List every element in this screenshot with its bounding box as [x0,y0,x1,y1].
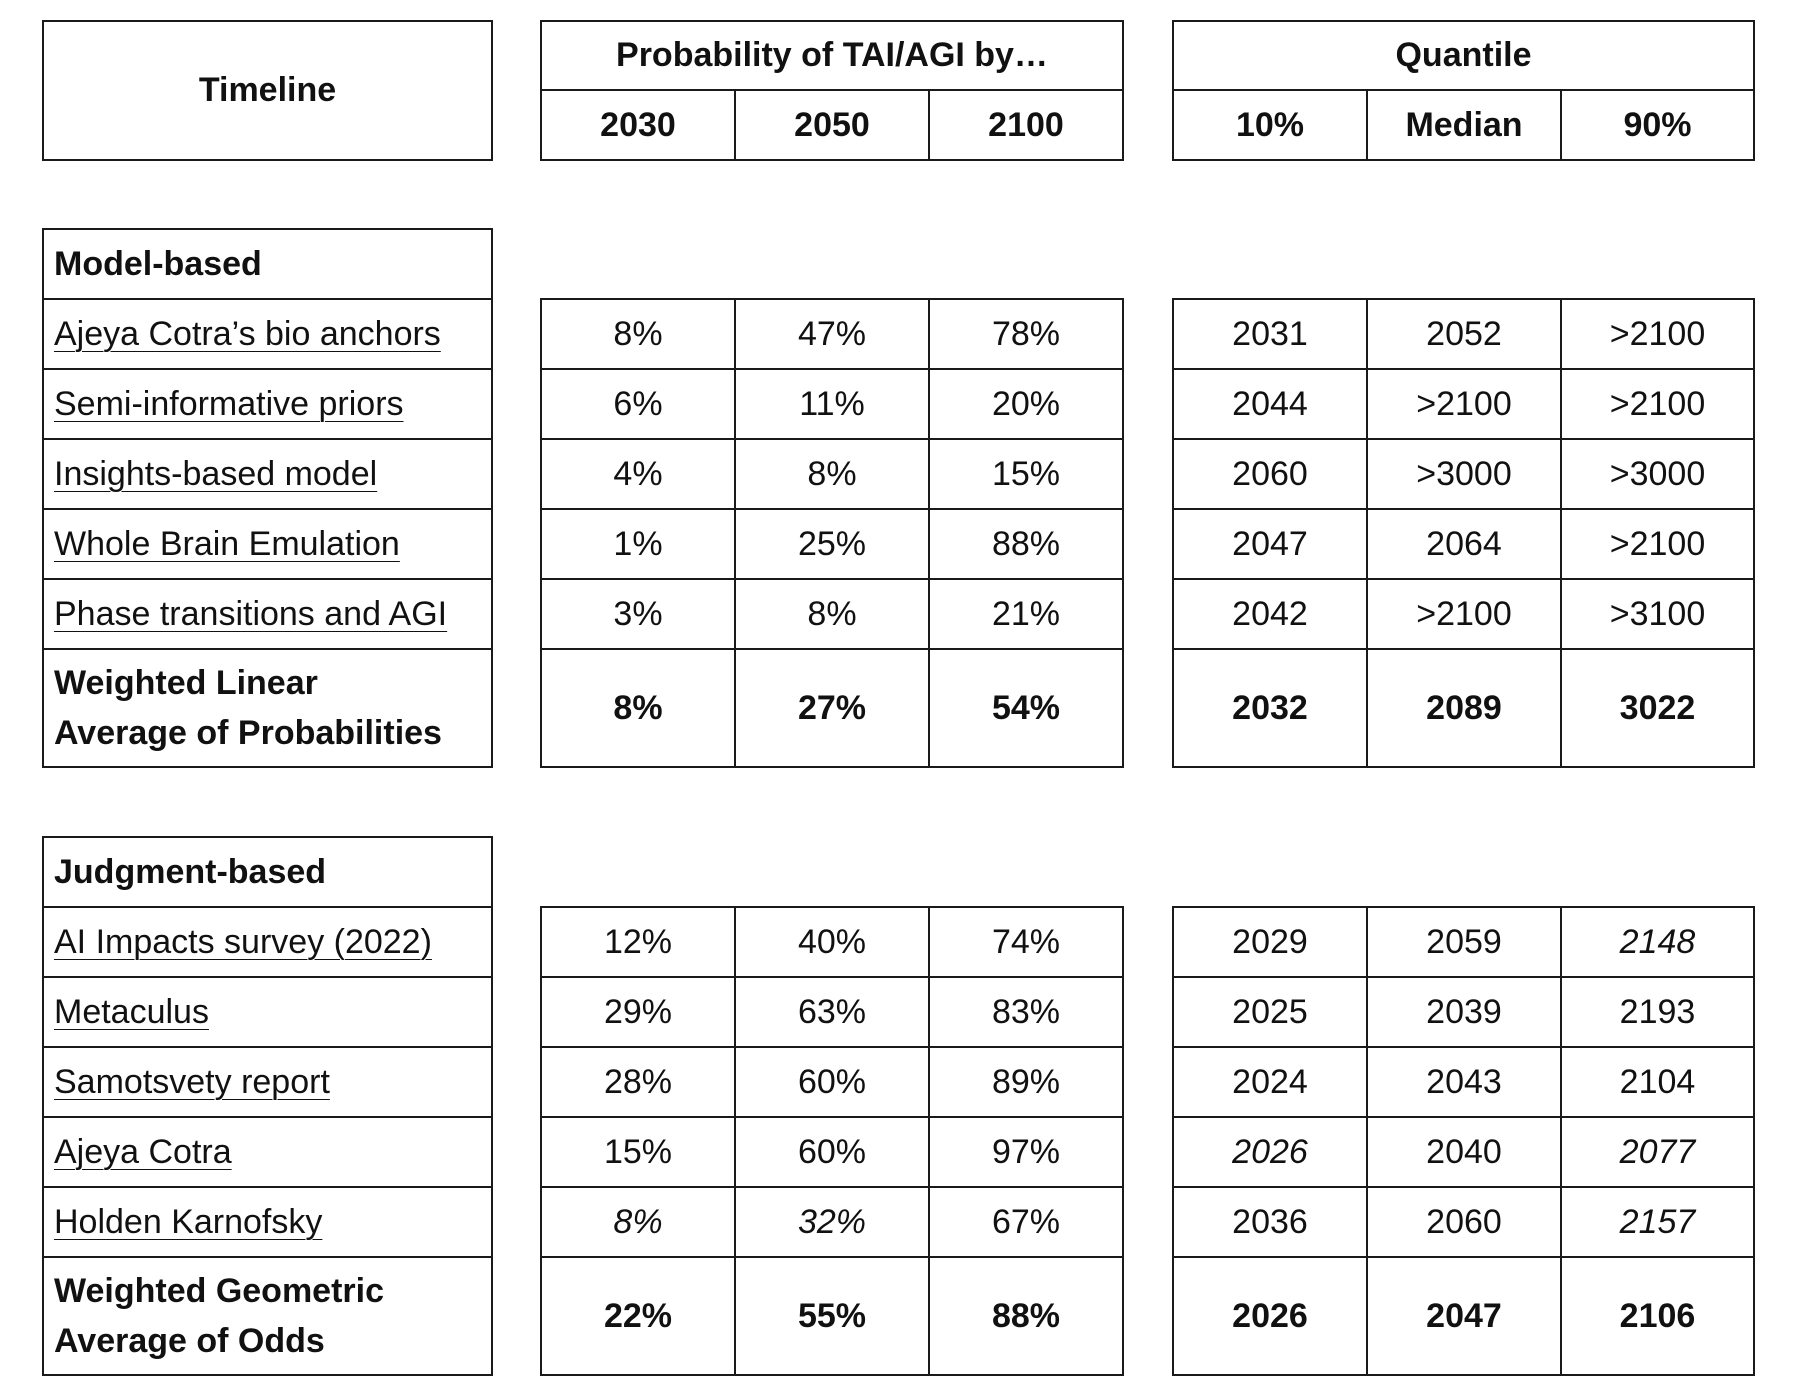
quantile-cell: >2100 [1366,578,1562,650]
quantile-cell: 2060 [1172,438,1368,510]
summary-quantile-cell: 2047 [1366,1256,1562,1376]
row-link[interactable]: Samotsvety report [54,1062,330,1101]
prob-cell: 28% [540,1046,736,1118]
row-link[interactable]: Insights-based model [54,454,378,493]
prob-cell: 89% [928,1046,1124,1118]
row-link[interactable]: Ajeya Cotra’s bio anchors [54,314,441,353]
quantile-cell: 2148 [1560,906,1755,978]
quantile-cell: 2043 [1366,1046,1562,1118]
summary-label-line1: Weighted Linear [54,664,318,702]
prob-cell: 15% [928,438,1124,510]
quantile-cell: >2100 [1366,368,1562,440]
quantile-median-header: Median [1366,89,1562,161]
prob-cell: 15% [540,1116,736,1188]
prob-cell: 3% [540,578,736,650]
summary-prob-cell: 88% [928,1256,1124,1376]
prob-cell: 47% [734,298,930,370]
summary-label-line2: Average of Probabilities [54,714,442,752]
table-row-label [42,1046,493,1118]
prob-cell: 8% [734,438,930,510]
quantile-cell: 2039 [1366,976,1562,1048]
table-row-label [42,1116,493,1188]
timeline-header: Timeline [42,20,493,161]
quantile-cell: 2044 [1172,368,1368,440]
quantile-cell: 2193 [1560,976,1755,1048]
table-row-label [42,578,493,650]
prob-cell: 83% [928,976,1124,1048]
prob-cell: 8% [540,1186,736,1258]
summary-prob-cell: 54% [928,648,1124,768]
prob-cell: 88% [928,508,1124,580]
summary-quantile-cell: 2106 [1560,1256,1755,1376]
prob-cell: 40% [734,906,930,978]
quantile-cell: 2157 [1560,1186,1755,1258]
table-row-label [42,976,493,1048]
table-row-label [42,368,493,440]
summary-prob-cell: 8% [540,648,736,768]
quantile-cell: 2024 [1172,1046,1368,1118]
quantile-cell: 2104 [1560,1046,1755,1118]
row-link[interactable]: Holden Karnofsky [54,1202,323,1241]
section-title: Model-based [42,228,493,300]
summary-quantile-cell: 2089 [1366,648,1562,768]
year-2030-header: 2030 [540,89,736,161]
prob-cell: 60% [734,1116,930,1188]
quantile-cell: 2036 [1172,1186,1368,1258]
quantile-cell: 2077 [1560,1116,1755,1188]
row-link[interactable]: Phase transitions and AGI [54,594,448,633]
quantile-cell: 2026 [1172,1116,1368,1188]
table-row-label [42,438,493,510]
table-row-label [42,508,493,580]
quantile-cell: 2060 [1366,1186,1562,1258]
prob-cell: 8% [734,578,930,650]
row-link[interactable]: AI Impacts survey (2022) [54,922,432,961]
quantile-cell: 2029 [1172,906,1368,978]
prob-cell: 20% [928,368,1124,440]
quantile-cell: >3100 [1560,578,1755,650]
prob-cell: 63% [734,976,930,1048]
summary-prob-cell: 27% [734,648,930,768]
probability-header: Probability of TAI/AGI by… [540,20,1124,91]
prob-cell: 29% [540,976,736,1048]
quantile-10-header: 10% [1172,89,1368,161]
quantile-cell: 2040 [1366,1116,1562,1188]
prob-cell: 67% [928,1186,1124,1258]
quantile-cell: 2052 [1366,298,1562,370]
quantile-cell: 2025 [1172,976,1368,1048]
prob-cell: 32% [734,1186,930,1258]
quantile-cell: 2042 [1172,578,1368,650]
section-title: Judgment-based [42,836,493,908]
quantile-cell: 2064 [1366,508,1562,580]
quantile-cell: 2047 [1172,508,1368,580]
summary-label [42,648,493,768]
year-2100-header: 2100 [928,89,1124,161]
year-2050-header: 2050 [734,89,930,161]
prob-cell: 25% [734,508,930,580]
prob-cell: 97% [928,1116,1124,1188]
quantile-cell: >3000 [1560,438,1755,510]
prob-cell: 78% [928,298,1124,370]
prob-cell: 6% [540,368,736,440]
prob-cell: 8% [540,298,736,370]
quantile-90-header: 90% [1560,89,1755,161]
quantile-cell: >3000 [1366,438,1562,510]
judgment-based-section [0,836,1800,1376]
prob-cell: 11% [734,368,930,440]
quantile-cell: >2100 [1560,368,1755,440]
quantile-cell: >2100 [1560,508,1755,580]
prob-cell: 60% [734,1046,930,1118]
summary-prob-cell: 55% [734,1256,930,1376]
summary-quantile-cell: 3022 [1560,648,1755,768]
summary-quantile-cell: 2032 [1172,648,1368,768]
prob-cell: 4% [540,438,736,510]
row-link[interactable]: Ajeya Cotra [54,1132,232,1171]
quantile-cell: 2059 [1366,906,1562,978]
quantile-cell: >2100 [1560,298,1755,370]
summary-prob-cell: 22% [540,1256,736,1376]
row-link[interactable]: Semi-informative priors [54,384,404,423]
prob-cell: 12% [540,906,736,978]
model-based-section [0,228,1800,768]
prob-cell: 21% [928,578,1124,650]
summary-label-line2: Average of Odds [54,1322,325,1360]
table-row-label [42,906,493,978]
summary-quantile-cell: 2026 [1172,1256,1368,1376]
summary-label [42,1256,493,1376]
table-row-label [42,1186,493,1258]
row-link[interactable]: Metaculus [54,992,209,1031]
table-row-label [42,298,493,370]
row-link[interactable]: Whole Brain Emulation [54,524,400,563]
prob-cell: 1% [540,508,736,580]
quantile-header: Quantile [1172,20,1755,91]
quantile-cell: 2031 [1172,298,1368,370]
summary-label-line1: Weighted Geometric [54,1272,384,1310]
prob-cell: 74% [928,906,1124,978]
